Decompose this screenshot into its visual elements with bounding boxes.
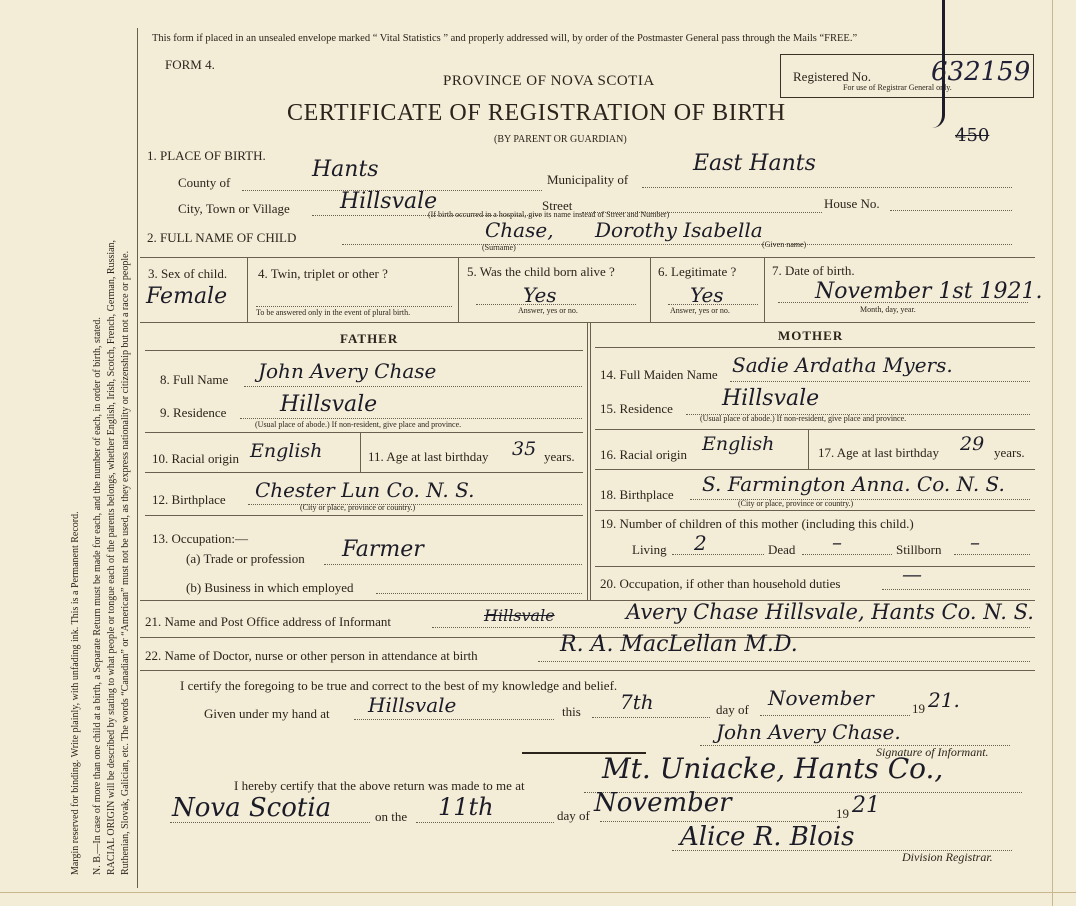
birth-date-caption: Month, day, year.: [860, 305, 916, 314]
given-day-value: 7th: [620, 690, 654, 714]
return-year-value: 21: [852, 793, 880, 818]
father-business-line: [376, 593, 582, 594]
registered-label: Registered No.: [793, 69, 871, 84]
informant-signature: John Avery Chase.: [716, 720, 901, 744]
mother-birthplace-caption: (City or place, province or country.): [738, 499, 854, 508]
father-residence-label: 9. Residence: [160, 405, 227, 420]
dead-label: Dead: [768, 542, 796, 557]
alive-line: [476, 304, 636, 305]
dead-line: [802, 554, 892, 555]
registrar-caption: Division Registrar.: [902, 850, 993, 864]
dead-value: –: [832, 530, 842, 554]
alive-label: 5. Was the child born alive ?: [467, 264, 615, 279]
mother-residence-label: 15. Residence: [600, 401, 673, 416]
given-place-value: Hillsvale: [368, 693, 457, 717]
mother-rule-4: [595, 566, 1035, 567]
return-day-line: [416, 822, 554, 823]
certify-statement: I certify the foregoing to be true and correct to the best of my knowledge and belief.: [180, 678, 618, 693]
legitimate-line: [668, 304, 758, 305]
county-label: County of: [178, 175, 231, 190]
mother-years-label: years.: [994, 445, 1025, 460]
registration-box: [780, 54, 1034, 98]
living-line: [672, 554, 764, 555]
place-of-birth-label: 1. PLACE OF BIRTH.: [147, 148, 266, 163]
city-label: City, Town or Village: [178, 201, 290, 216]
return-place-value: Mt. Uniacke, Hants Co.,: [602, 752, 944, 785]
mother-birthplace-value: S. Farmington Anna. Co. N. S.: [702, 472, 1005, 496]
doctor-line: [538, 661, 1030, 662]
mother-name-value: Sadie Ardatha Myers.: [732, 353, 953, 377]
hospital-note: (If birth occurred in a hospital, give its name instead of Street and Number): [428, 210, 670, 219]
return-month-value: November: [594, 788, 732, 818]
legitimate-label: 6. Legitimate ?: [658, 264, 737, 279]
mother-rule-1: [595, 429, 1035, 430]
row3-top-rule: [140, 257, 1035, 258]
registered-number: 632159: [931, 57, 1031, 87]
return-year-prefix: 19: [836, 806, 849, 821]
given-year-value: 21.: [928, 688, 960, 712]
father-residence-value: Hillsvale: [280, 392, 378, 417]
twin-note: To be answered only in the event of plural birth.: [256, 308, 411, 317]
on-the-label: on the: [375, 809, 408, 824]
margin-divider: [137, 28, 138, 888]
living-value: 2: [694, 531, 707, 555]
stillborn-label: Stillborn: [896, 542, 942, 557]
row3-divider-2: [458, 257, 459, 322]
county-value: Hants: [312, 157, 379, 182]
parents-divider-2: [590, 322, 591, 600]
father-birthplace-label: 12. Birthplace: [152, 492, 226, 507]
birth-date-line: [778, 302, 1028, 303]
father-business-label: (b) Business in which employed: [186, 580, 354, 595]
municipality-line: [642, 187, 1012, 188]
stillborn-line: [954, 554, 1030, 555]
city-value: Hillsvale: [340, 189, 438, 214]
mother-age-value: 29: [960, 433, 985, 455]
birth-date-label: 7. Date of birth.: [772, 263, 855, 278]
mother-racial-label: 16. Racial origin: [600, 447, 688, 462]
mother-name-line: [730, 381, 1030, 382]
mother-occupation-value: —: [902, 562, 922, 586]
province-heading: PROVINCE OF NOVA SCOTIA: [443, 73, 655, 89]
child-surname: Chase,: [485, 218, 554, 242]
street-label: Street: [542, 198, 573, 213]
certificate-title: CERTIFICATE OF REGISTRATION OF BIRTH: [287, 100, 786, 126]
doctor-label: 22. Name of Doctor, nurse or other person in attendance at birth: [145, 648, 478, 663]
father-racial-value: English: [250, 440, 323, 462]
struck-number: 450: [955, 125, 990, 146]
mother-rule-2: [595, 469, 1035, 470]
father-trade-label: (a) Trade or profession: [186, 551, 305, 566]
father-age-value: 35: [512, 438, 537, 460]
house-line: [890, 210, 1012, 211]
given-month-line: [760, 715, 910, 716]
father-name-label: 8. Full Name: [160, 372, 229, 387]
surname-caption: (Surname): [482, 243, 516, 252]
certificate-subtitle: (BY PARENT OR GUARDIAN): [494, 134, 627, 145]
row3-divider-1: [247, 257, 248, 322]
postal-note: This form if placed in an unsealed envelope marked “ Vital Statistics ” and properly addressed will, by order of the Postmaster General pass through the Mails “FREE.”: [152, 33, 858, 44]
sex-label: 3. Sex of child.: [148, 266, 228, 281]
father-racial-label: 10. Racial origin: [152, 451, 240, 466]
informant-line: [432, 627, 1030, 628]
day-of-label: day of: [716, 702, 749, 717]
father-name-line: [244, 386, 582, 387]
given-place-line: [354, 719, 554, 720]
municipality-label: Municipality of: [547, 172, 629, 187]
alive-value: Yes: [523, 283, 557, 307]
mother-birthplace-label: 18. Birthplace: [600, 487, 674, 502]
pen-stroke-mark: [932, 0, 945, 128]
birth-date-value: November 1st 1921.: [815, 279, 1043, 304]
margin-note-4: Ruthenian, Slovak, Galician, etc. The words “Canadian” or “American” must not be used, as they express nationality or citizenship but not a race or people.: [120, 250, 131, 875]
stillborn-value: –: [970, 530, 980, 554]
margin-note-1: Margin reserved for binding. Write plainly, with unfading ink. This is a Permanent Record.: [70, 511, 81, 875]
father-heading: FATHER: [340, 331, 399, 346]
mother-residence-value: Hillsvale: [722, 386, 820, 411]
registrar-signature: Alice R. Blois: [680, 822, 855, 852]
given-year-prefix: 19: [912, 701, 925, 716]
informant-label: 21. Name and Post Office address of Informant: [145, 614, 391, 629]
row3-divider-4: [764, 257, 765, 322]
mother-name-label: 14. Full Maiden Name: [600, 367, 718, 382]
mother-occupation-line: [882, 589, 1030, 590]
informant-signature-caption: Signature of Informant.: [876, 745, 989, 759]
sex-value: Female: [146, 284, 228, 309]
certification-top-rule: [140, 670, 1035, 671]
given-name-caption: (Given name): [762, 240, 807, 249]
father-rule-1: [145, 432, 583, 433]
mother-heading-rule: [595, 347, 1035, 348]
return-statement: I hereby certify that the above return was made to me at: [234, 778, 525, 793]
father-age-divider: [360, 432, 361, 472]
father-rule-3: [145, 515, 583, 516]
return-day-value: 11th: [438, 793, 494, 821]
return-day-of-label: day of: [557, 808, 590, 823]
informant-struck: Hillsvale: [484, 606, 555, 625]
given-month-value: November: [768, 686, 874, 710]
children-count-label: 19. Number of children of this mother (including this child.): [600, 516, 914, 531]
margin-note-3: RACIAL ORIGIN will be described by stating to what people or tongue each of the parents belongs, whether English, Irish, Scotch, French, German, Russian,: [106, 239, 117, 875]
margin-note-2: N. B.—In case of more than one child at a birth, a Separate Return must be made for each, and the number of each, in order of birth, stated.: [92, 317, 103, 875]
living-label: Living: [632, 542, 667, 557]
father-trade-line: [324, 564, 582, 565]
house-label: House No.: [824, 196, 880, 211]
mother-rule-3: [595, 510, 1035, 511]
mother-racial-value: English: [702, 433, 775, 455]
father-trade-value: Farmer: [342, 537, 424, 562]
mother-heading: MOTHER: [778, 328, 844, 343]
mother-age-label: 17. Age at last birthday: [818, 445, 939, 460]
child-given-names: Dorothy Isabella: [595, 218, 763, 242]
registrar-use-note: For use of Registrar General only.: [843, 83, 952, 92]
form-number: FORM 4.: [165, 57, 215, 72]
father-name-value: John Avery Chase: [258, 359, 437, 383]
mother-age-divider: [808, 429, 809, 469]
parents-divider: [587, 322, 588, 600]
alive-caption: Answer, yes or no.: [518, 306, 578, 315]
row3-divider-3: [650, 257, 651, 322]
father-occupation-label: 13. Occupation:—: [152, 531, 249, 546]
page-bottom-edge: [0, 892, 1076, 893]
father-years-label: years.: [544, 449, 575, 464]
this-label: this: [562, 704, 581, 719]
return-place2-value: Nova Scotia: [172, 793, 332, 823]
child-name-line: [342, 244, 1012, 245]
twin-label: 4. Twin, triplet or other ?: [258, 266, 388, 281]
father-rule-2: [145, 472, 583, 473]
mother-occupation-label: 20. Occupation, if other than household duties: [600, 576, 841, 591]
twin-line: [256, 306, 452, 307]
father-residence-line: [240, 418, 582, 419]
municipality-value: East Hants: [693, 151, 816, 176]
doctor-value: R. A. MacLellan M.D.: [560, 632, 798, 657]
father-birthplace-caption: (City or place, province or country.): [300, 503, 416, 512]
legitimate-caption: Answer, yes or no.: [670, 306, 730, 315]
legitimate-value: Yes: [690, 283, 724, 307]
father-birthplace-value: Chester Lun Co. N. S.: [255, 478, 475, 502]
father-heading-rule: [145, 350, 583, 351]
child-name-label: 2. FULL NAME OF CHILD: [147, 230, 297, 245]
father-age-label: 11. Age at last birthday: [368, 449, 489, 464]
given-under-label: Given under my hand at: [204, 706, 330, 721]
page-edge: [1052, 0, 1053, 906]
father-residence-caption: (Usual place of abode.) If non-resident, give place and province.: [255, 420, 462, 429]
informant-value: Avery Chase Hillsvale, Hants Co. N. S.: [626, 600, 1034, 624]
given-day-line: [592, 717, 710, 718]
mother-residence-caption: (Usual place of abode.) If non-resident, give place and province.: [700, 414, 907, 423]
